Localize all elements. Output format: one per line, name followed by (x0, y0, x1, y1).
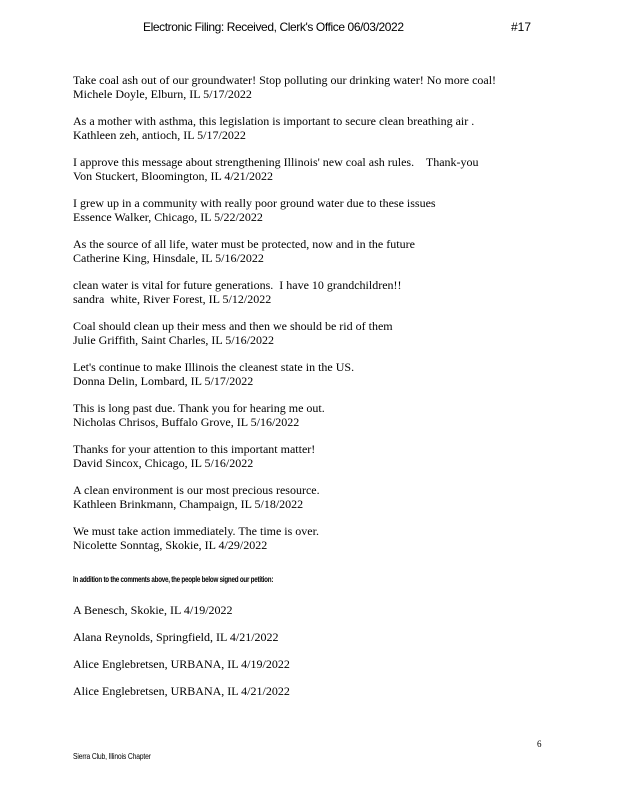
comment-message: As the source of all life, water must be protected, now and in the future (73, 237, 415, 251)
comment-signature: Nicholas Chrisos, Buffalo Grove, IL 5/16/2022 (73, 415, 300, 429)
comment-message: This is long past due. Thank you for hearing me out. (73, 401, 325, 415)
signer-list (73, 603, 290, 711)
signer-entry: Alana Reynolds, Springfield, IL 4/21/2022 (73, 630, 279, 644)
comment-item (73, 278, 553, 306)
comment-item (73, 155, 553, 183)
comment-signature: sandra white, River Forest, IL 5/12/2022 (73, 292, 272, 306)
document-number: #17 (511, 20, 532, 34)
comment-message: clean water is vital for future generations. I have 10 grandchildren!! (73, 278, 402, 292)
filing-stamp: Electronic Filing: Received, Clerk's Office 06/03/2022 (143, 20, 404, 34)
comment-signature: Kathleen zeh, antioch, IL 5/17/2022 (73, 128, 246, 142)
comment-message: Coal should clean up their mess and then we should be rid of them (73, 319, 393, 333)
comment-list (73, 73, 553, 565)
comment-signature: Essence Walker, Chicago, IL 5/22/2022 (73, 210, 263, 224)
comment-item (73, 319, 553, 347)
comment-signature: Catherine King, Hinsdale, IL 5/16/2022 (73, 251, 264, 265)
comment-message: Take coal ash out of our groundwater! Stop polluting our drinking water! No more coal! (73, 73, 497, 87)
comment-item (73, 114, 553, 142)
comment-item (73, 401, 553, 429)
comment-message: I approve this message about strengthening Illinois' new coal ash rules. Thank-you (73, 155, 479, 169)
comment-message: We must take action immediately. The time is over. (73, 524, 319, 538)
comment-signature: Von Stuckert, Bloomington, IL 4/21/2022 (73, 169, 273, 183)
signer-entry: Alice Englebretsen, URBANA, IL 4/19/2022 (73, 657, 290, 671)
comment-item (73, 483, 553, 511)
footer-organization: Sierra Club, Illinois Chapter (73, 752, 151, 761)
signer-entry: Alice Englebretsen, URBANA, IL 4/21/2022 (73, 684, 290, 698)
comment-signature: Julie Griffith, Saint Charles, IL 5/16/2022 (73, 333, 274, 347)
signer-entry: A Benesch, Skokie, IL 4/19/2022 (73, 603, 233, 617)
comment-item (73, 360, 553, 388)
comment-message: Thanks for your attention to this important matter! (73, 442, 316, 456)
comment-message: A clean environment is our most precious resource. (73, 483, 320, 497)
comment-item (73, 237, 553, 265)
comment-item (73, 524, 553, 552)
petition-intro: In addition to the comments above, the people below signed our petition: (73, 575, 274, 584)
comment-item (73, 73, 553, 101)
comment-signature: Kathleen Brinkmann, Champaign, IL 5/18/2022 (73, 497, 304, 511)
comment-signature: Nicolette Sonntag, Skokie, IL 4/29/2022 (73, 538, 268, 552)
comment-signature: Michele Doyle, Elburn, IL 5/17/2022 (73, 87, 252, 101)
comment-item (73, 442, 553, 470)
comment-message: I grew up in a community with really poor ground water due to these issues (73, 196, 436, 210)
page-number: 6 (537, 739, 542, 749)
comment-signature: Donna Delin, Lombard, IL 5/17/2022 (73, 374, 254, 388)
comment-signature: David Sincox, Chicago, IL 5/16/2022 (73, 456, 254, 470)
comment-message: Let's continue to make Illinois the cleanest state in the US. (73, 360, 355, 374)
comment-item (73, 196, 553, 224)
comment-message: As a mother with asthma, this legislation is important to secure clean breathing air . (73, 114, 475, 128)
